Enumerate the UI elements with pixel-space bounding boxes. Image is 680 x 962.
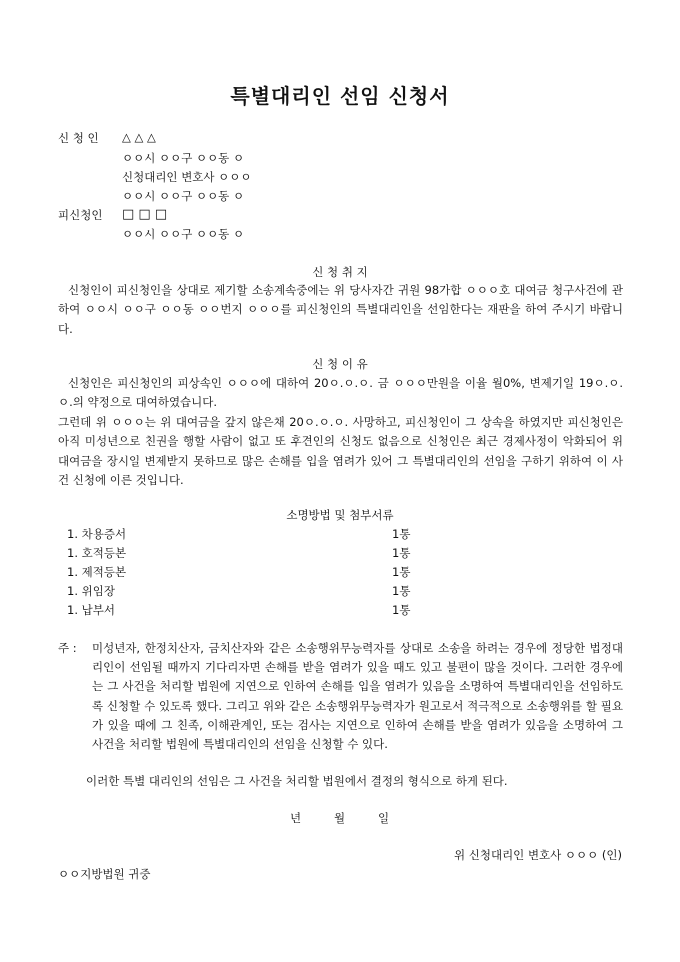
attachment-row (67, 602, 427, 621)
respondent-address: ㅇㅇ시 ㅇㅇ구 ㅇㅇ동 ㅇ (122, 227, 245, 241)
attachment-count: 1통 (392, 565, 411, 579)
attachment-count: 1통 (392, 603, 411, 617)
date-month: 월 (334, 811, 346, 825)
attachment-row (67, 564, 427, 583)
document-title: 특별대리인 선임 신청서 (230, 84, 450, 108)
attachment-row (67, 545, 427, 564)
date-year: 년 (290, 811, 302, 825)
note-mark: 주 : (58, 641, 77, 655)
attachment-count: 1통 (392, 584, 411, 598)
note-text: 미성년자, 한정치산자, 금치산자와 같은 소송행위무능력자를 상대로 소송을 하려는 경우에 정당한 법정대리인이 선임될 때까지 기다리자면 손해를 받을 염려가 있을 때도 있고 불편이 많을 것이다. 그러한 경우에는 그 사건을 처리할 법원에 지연으로 인하여 손해를 입을 염려가 있음을 소명하여 특별대리인을 선임하도록 신청할 수 있도록 했다. 그리고 위와 같은 소송행위무능력자가 원고로서 적극적으로 소송행위를 할 필요가 있을 때에 그 친족, 이해관계인, 또는 검사는 지연으로 인하여 손해를 받을 염려가 있음을 소명하여 그 사건을 처리할 법원에 특별대리인의 선임을 신청할 수 있다. (92, 641, 624, 752)
purpose-text: 신청인이 피신청인을 상대로 제기할 소송계속중에는 위 당사자간 귀원 98가합 ㅇㅇㅇ호 대여금 청구사건에 관하여 ㅇㅇ시 ㅇㅇ구 ㅇㅇ동 ㅇㅇ번지 ㅇㅇㅇ를 피신청인의 특별대리인을 선임한다는 재판을 하여 주시기 바랍니다. (58, 283, 623, 336)
purpose-paragraph (58, 281, 623, 339)
reason-paragraphs (58, 374, 623, 490)
signature: 위 신청대리인 변호사 ㅇㅇㅇ (인) (453, 848, 622, 862)
respondent-name: □ □ □ (122, 207, 168, 222)
purpose-heading: 신 청 취 지 (312, 265, 368, 279)
attachment-row (67, 583, 427, 602)
court-addressee: ㅇㅇ지방법원 귀중 (58, 867, 151, 881)
respondent-label: 피신청인 (58, 208, 103, 222)
reason-paragraph-2: 그런데 위 ㅇㅇㅇ는 위 대여금을 갚지 않은채 20ㅇ.ㅇ.ㅇ. 사망하고, 피신청인이 그 상속을 하였지만 피신청인은 아직 미성년으로 친권을 행할 사람이 없고 또 후견인의 신청도 없음으로 신청인은 최근 경제사정이 악화되어 위 대여금을 장시일 변제받지 못하므로 많은 손해를 입을 염려가 있어 그 특별대리인의 선임을 구하기 위하여 이 사건 신청에 이른 것입니다. (58, 414, 623, 488)
attachment-name: 1. 위임장 (67, 584, 115, 598)
applicant-address: ㅇㅇ시 ㅇㅇ구 ㅇㅇ동 ㅇ (122, 151, 245, 165)
attachment-name: 1. 납부서 (67, 603, 115, 617)
reason-paragraph-1: 신청인은 피신청인의 피상속인 ㅇㅇㅇ에 대하여 20ㅇ.ㅇ.ㅇ. 금 ㅇㅇㅇ만원을 이율 월0%, 변제기일 19ㅇ.ㅇ.ㅇ.의 약정으로 대여하였습니다. (58, 376, 623, 410)
attachment-name: 1. 호적등본 (67, 546, 127, 560)
attachment-count: 1통 (392, 527, 411, 541)
attachments-heading: 소명방법 및 첨부서류 (286, 508, 394, 522)
applicant-name: △ △ △ (122, 130, 156, 144)
applicant-lawyer: 신청대리인 변호사 ㅇㅇㅇ (122, 170, 252, 184)
applicant-lawyer-address: ㅇㅇ시 ㅇㅇ구 ㅇㅇ동 ㅇ (122, 189, 245, 203)
date-day: 일 (378, 811, 390, 825)
note-conclusion: 이러한 특별 대리인의 선임은 그 사건을 처리할 법원에서 결정의 형식으로 하게 된다. (86, 774, 508, 788)
attachment-name: 1. 차용증서 (67, 527, 127, 541)
reason-heading: 신 청 이 유 (312, 357, 368, 371)
attachment-count: 1통 (392, 546, 411, 560)
attachment-name: 1. 제적등본 (67, 565, 127, 579)
attachment-row (67, 526, 427, 545)
applicant-label: 신 청 인 (58, 131, 99, 145)
